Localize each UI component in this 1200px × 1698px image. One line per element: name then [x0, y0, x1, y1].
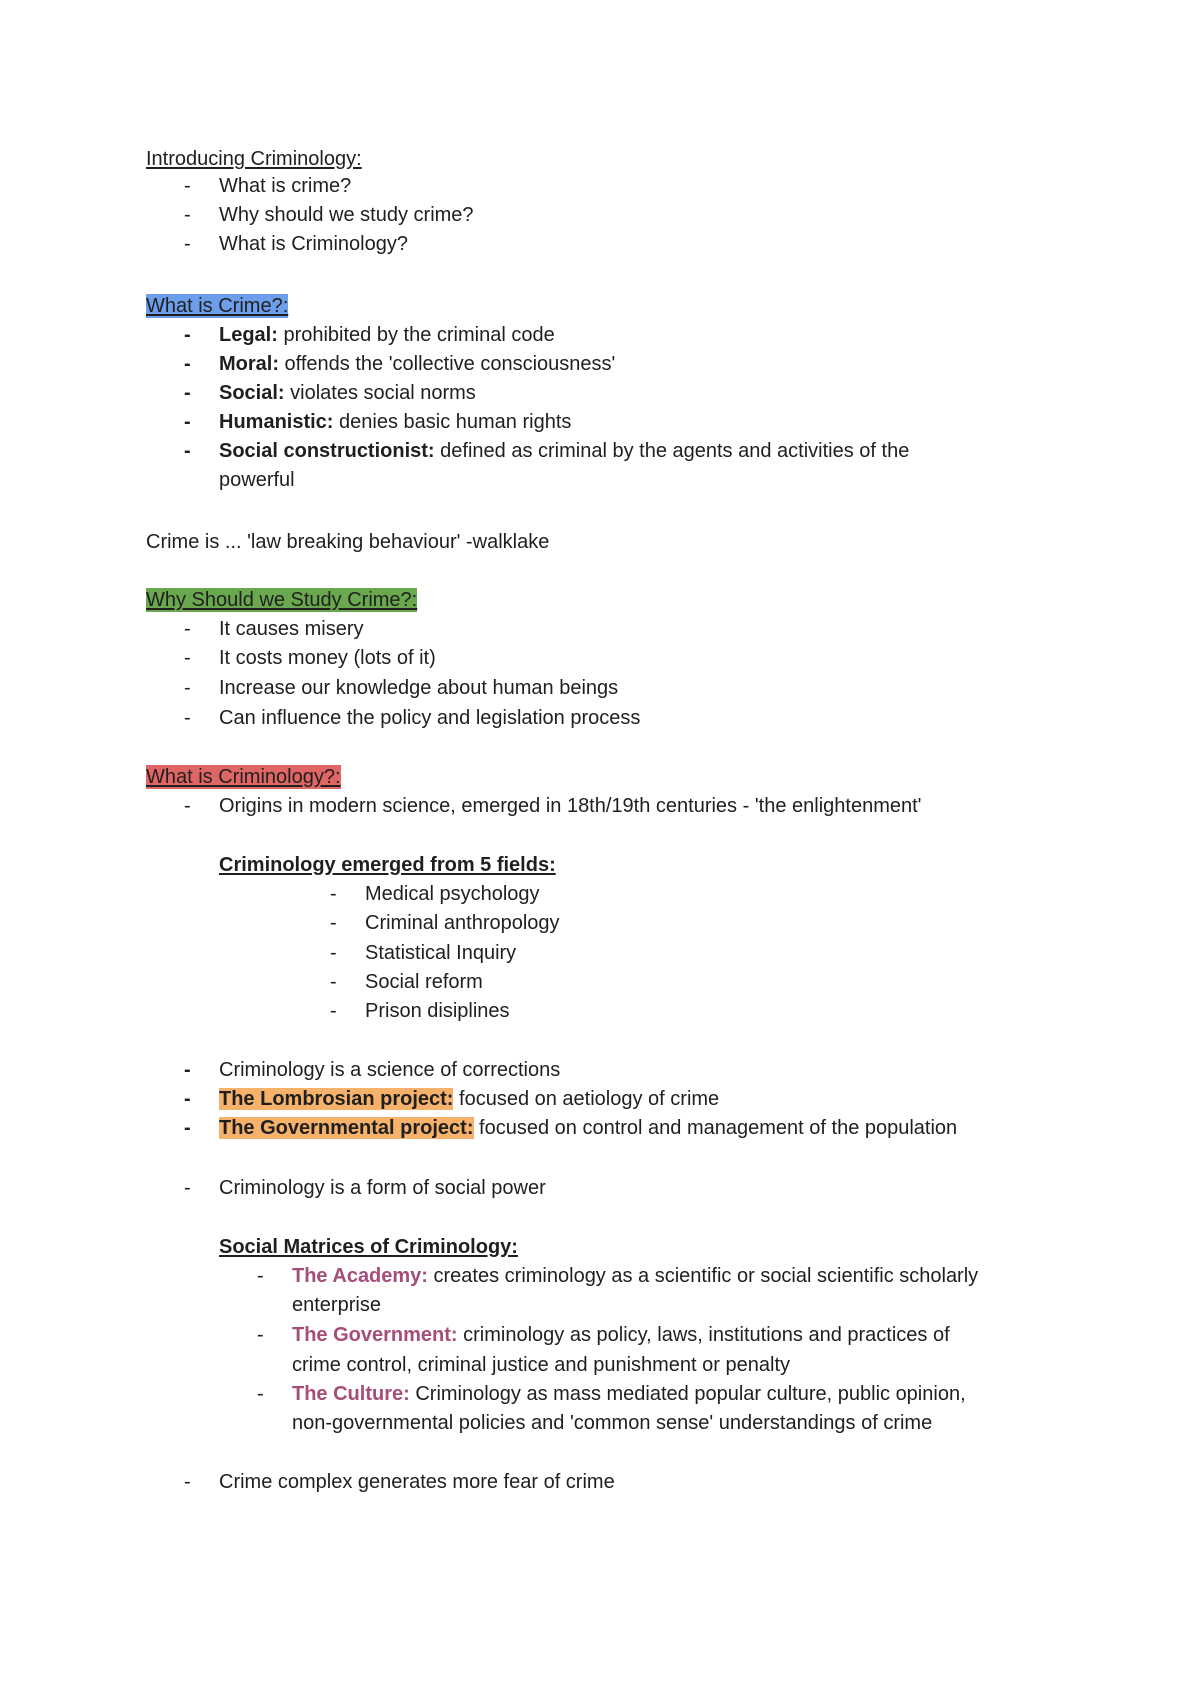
field-item: Social reform [365, 971, 483, 993]
bullet-dash: - [184, 324, 191, 346]
list-item: It costs money (lots of it) [219, 647, 436, 669]
bullet-dash: - [184, 233, 191, 255]
list-item: Origins in modern science, emerged in 18th/19th centuries - 'the enlightenment' [219, 795, 922, 817]
bullet-dash: - [184, 175, 191, 197]
list-item [219, 410, 571, 434]
matrices-heading: Social Matrices of Criminology: [219, 1236, 518, 1258]
bullet-dash: - [184, 1471, 191, 1493]
matrix-item [292, 1382, 966, 1406]
matrix-item-continuation: crime control, criminal justice and punishment or penalty [292, 1354, 790, 1376]
definition: criminology as policy, laws, institutions and practices of [457, 1324, 950, 1346]
bullet-dash: - [184, 411, 191, 433]
term: The Government: [292, 1324, 458, 1346]
list-item [219, 381, 476, 405]
term: Social: [219, 382, 285, 404]
list-item: What is crime? [219, 175, 352, 197]
definition: prohibited by the criminal code [277, 324, 555, 346]
intro-heading: Introducing Criminology: [146, 148, 362, 170]
term: The Culture: [292, 1383, 410, 1405]
fields-heading-text: Criminology emerged from 5 fields: [219, 854, 556, 876]
term: The Governmental project: [219, 1117, 474, 1139]
list-item-continuation: powerful [219, 469, 295, 491]
list-item: Can influence the policy and legislation process [219, 707, 641, 729]
definition: Criminology as mass mediated popular culture, public opinion, [409, 1383, 966, 1405]
matrix-item-continuation: non-governmental policies and 'common sense' understandings of crime [292, 1412, 933, 1434]
field-item: Medical psychology [365, 883, 540, 905]
term: Social constructionist: [219, 440, 435, 462]
list-item: Criminology is a form of social power [219, 1177, 546, 1199]
bullet-dash: - [257, 1324, 264, 1346]
list-item [219, 323, 555, 347]
bullet-dash: - [184, 707, 191, 729]
field-item: Prison disiplines [365, 1000, 510, 1022]
bullet-dash: - [330, 883, 337, 905]
list-item: Why should we study crime? [219, 204, 474, 226]
bullet-dash: - [184, 677, 191, 699]
bullet-dash: - [330, 912, 337, 934]
definition: violates social norms [284, 382, 476, 404]
list-item: It causes misery [219, 618, 364, 640]
matrix-item [292, 1323, 950, 1347]
bullet-dash: - [184, 1117, 191, 1139]
list-item [219, 439, 909, 463]
list-item: Criminology is a science of corrections [219, 1059, 561, 1081]
bullet-dash: - [184, 382, 191, 404]
definition: denies basic human rights [333, 411, 572, 433]
bullet-dash: - [330, 942, 337, 964]
crime-heading: What is Crime?: [146, 295, 289, 317]
term: The Academy: [292, 1265, 428, 1287]
bullet-dash: - [257, 1265, 264, 1287]
matrix-item-continuation: enterprise [292, 1294, 381, 1316]
bullet-dash: - [330, 1000, 337, 1022]
list-item: Increase our knowledge about human beings [219, 677, 619, 699]
list-item [219, 1116, 957, 1140]
term: The Lombrosian project: [219, 1088, 454, 1110]
term: Humanistic: [219, 411, 334, 433]
bullet-dash: - [184, 440, 191, 462]
why-heading: Why Should we Study Crime?: [146, 589, 418, 611]
bullet-dash: - [184, 204, 191, 226]
term: Legal: [219, 324, 278, 346]
definition: focused on control and management of the population [473, 1117, 958, 1139]
definition: focused on aetiology of crime [453, 1088, 720, 1110]
bullet-dash: - [184, 618, 191, 640]
bullet-dash: - [184, 1059, 191, 1081]
definition: offends the 'collective consciousness' [279, 353, 616, 375]
list-item: What is Criminology? [219, 233, 408, 255]
matrix-item [292, 1264, 978, 1288]
bullet-dash: - [184, 795, 191, 817]
list-item [219, 1087, 719, 1111]
definition: creates criminology as a scientific or social scientific scholarly [427, 1265, 979, 1287]
bullet-dash: - [184, 353, 191, 375]
definition: defined as criminal by the agents and activities of the [434, 440, 910, 462]
fields-heading [146, 853, 556, 877]
bullet-dash: - [184, 1177, 191, 1199]
criminology-heading: What is Criminology?: [146, 766, 341, 788]
field-item: Criminal anthropology [365, 912, 560, 934]
bullet-dash: - [257, 1383, 264, 1405]
term: Moral: [219, 353, 279, 375]
crime-quote: Crime is ... 'law breaking behaviour' -walklake [146, 531, 550, 553]
bullet-dash: - [184, 1088, 191, 1110]
list-item: Crime complex generates more fear of crime [219, 1471, 615, 1493]
bullet-dash: - [330, 971, 337, 993]
list-item [219, 352, 615, 376]
field-item: Statistical Inquiry [365, 942, 517, 964]
bullet-dash: - [184, 647, 191, 669]
